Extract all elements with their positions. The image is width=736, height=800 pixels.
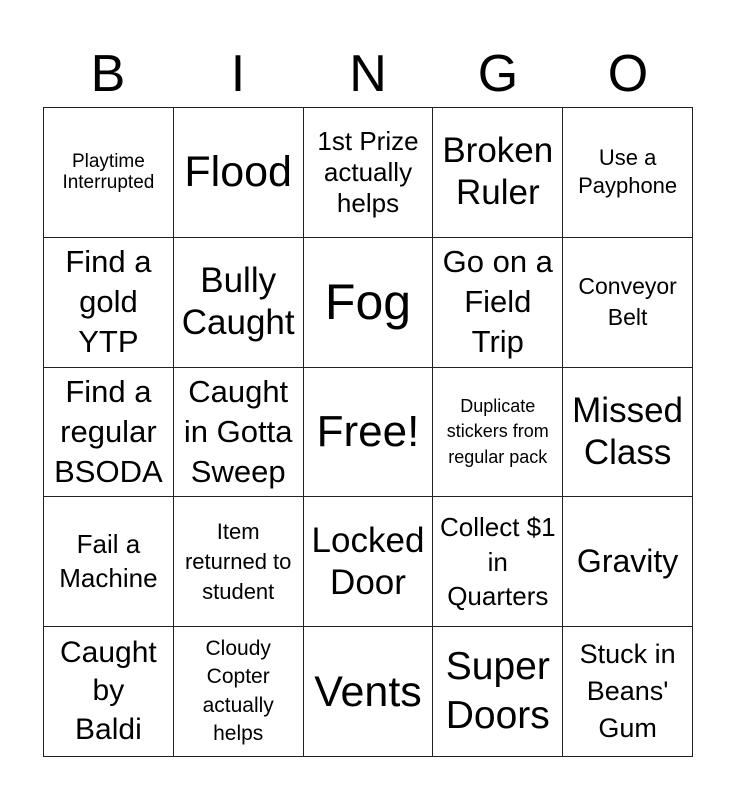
bingo-cell-r1c5[interactable]: Use a Payphone	[563, 108, 693, 238]
bingo-cell-r4c5[interactable]: Gravity	[563, 497, 693, 627]
bingo-cell-r3c4[interactable]: Duplicate stickers from regular pack	[433, 368, 563, 498]
bingo-cell-r4c2[interactable]: Item returned to student	[174, 497, 304, 627]
bingo-cell-r1c2[interactable]: Flood	[174, 108, 304, 238]
bingo-cell-r5c1[interactable]: Caught by Baldi	[44, 627, 174, 757]
bingo-cell-r5c4[interactable]: Super Doors	[433, 627, 563, 757]
bingo-cell-r3c1[interactable]: Find a regular BSODA	[44, 368, 174, 498]
bingo-cell-r5c5[interactable]: Stuck in Beans' Gum	[563, 627, 693, 757]
bingo-cell-r2c5[interactable]: Conveyor Belt	[563, 238, 693, 368]
bingo-cell-r3c2[interactable]: Caught in Gotta Sweep	[174, 368, 304, 498]
bingo-cell-r1c3[interactable]: 1st Prize actually helps	[304, 108, 434, 238]
bingo-header	[43, 40, 693, 108]
bingo-cell-r4c3[interactable]: Locked Door	[304, 497, 434, 627]
bingo-cell-r5c3[interactable]: Vents	[304, 627, 434, 757]
bingo-cell-r2c4[interactable]: Go on a Field Trip	[433, 238, 563, 368]
bingo-cell-r1c1[interactable]: Playtime Interrupted	[44, 108, 174, 238]
header-letter-i: I	[230, 45, 246, 103]
bingo-cell-free[interactable]: Free!	[304, 368, 434, 498]
bingo-cell-r2c2[interactable]: Bully Caught	[174, 238, 304, 368]
bingo-cell-r2c1[interactable]: Find a gold YTP	[44, 238, 174, 368]
header-letter-n: N	[349, 45, 387, 103]
bingo-cell-r4c1[interactable]: Fail a Machine	[44, 497, 174, 627]
bingo-board	[43, 107, 693, 757]
bingo-cell-r4c4[interactable]: Collect $1 in Quarters	[433, 497, 563, 627]
bingo-cell-r3c5[interactable]: Missed Class	[563, 368, 693, 498]
header-letter-o: O	[607, 45, 649, 103]
header-letter-g: G	[477, 45, 519, 103]
bingo-cell-r5c2[interactable]: Cloudy Copter actually helps	[174, 627, 304, 757]
bingo-cell-r2c3[interactable]: Fog	[304, 238, 434, 368]
bingo-cell-r1c4[interactable]: Broken Ruler	[433, 108, 563, 238]
header-letter-b: B	[90, 45, 126, 103]
